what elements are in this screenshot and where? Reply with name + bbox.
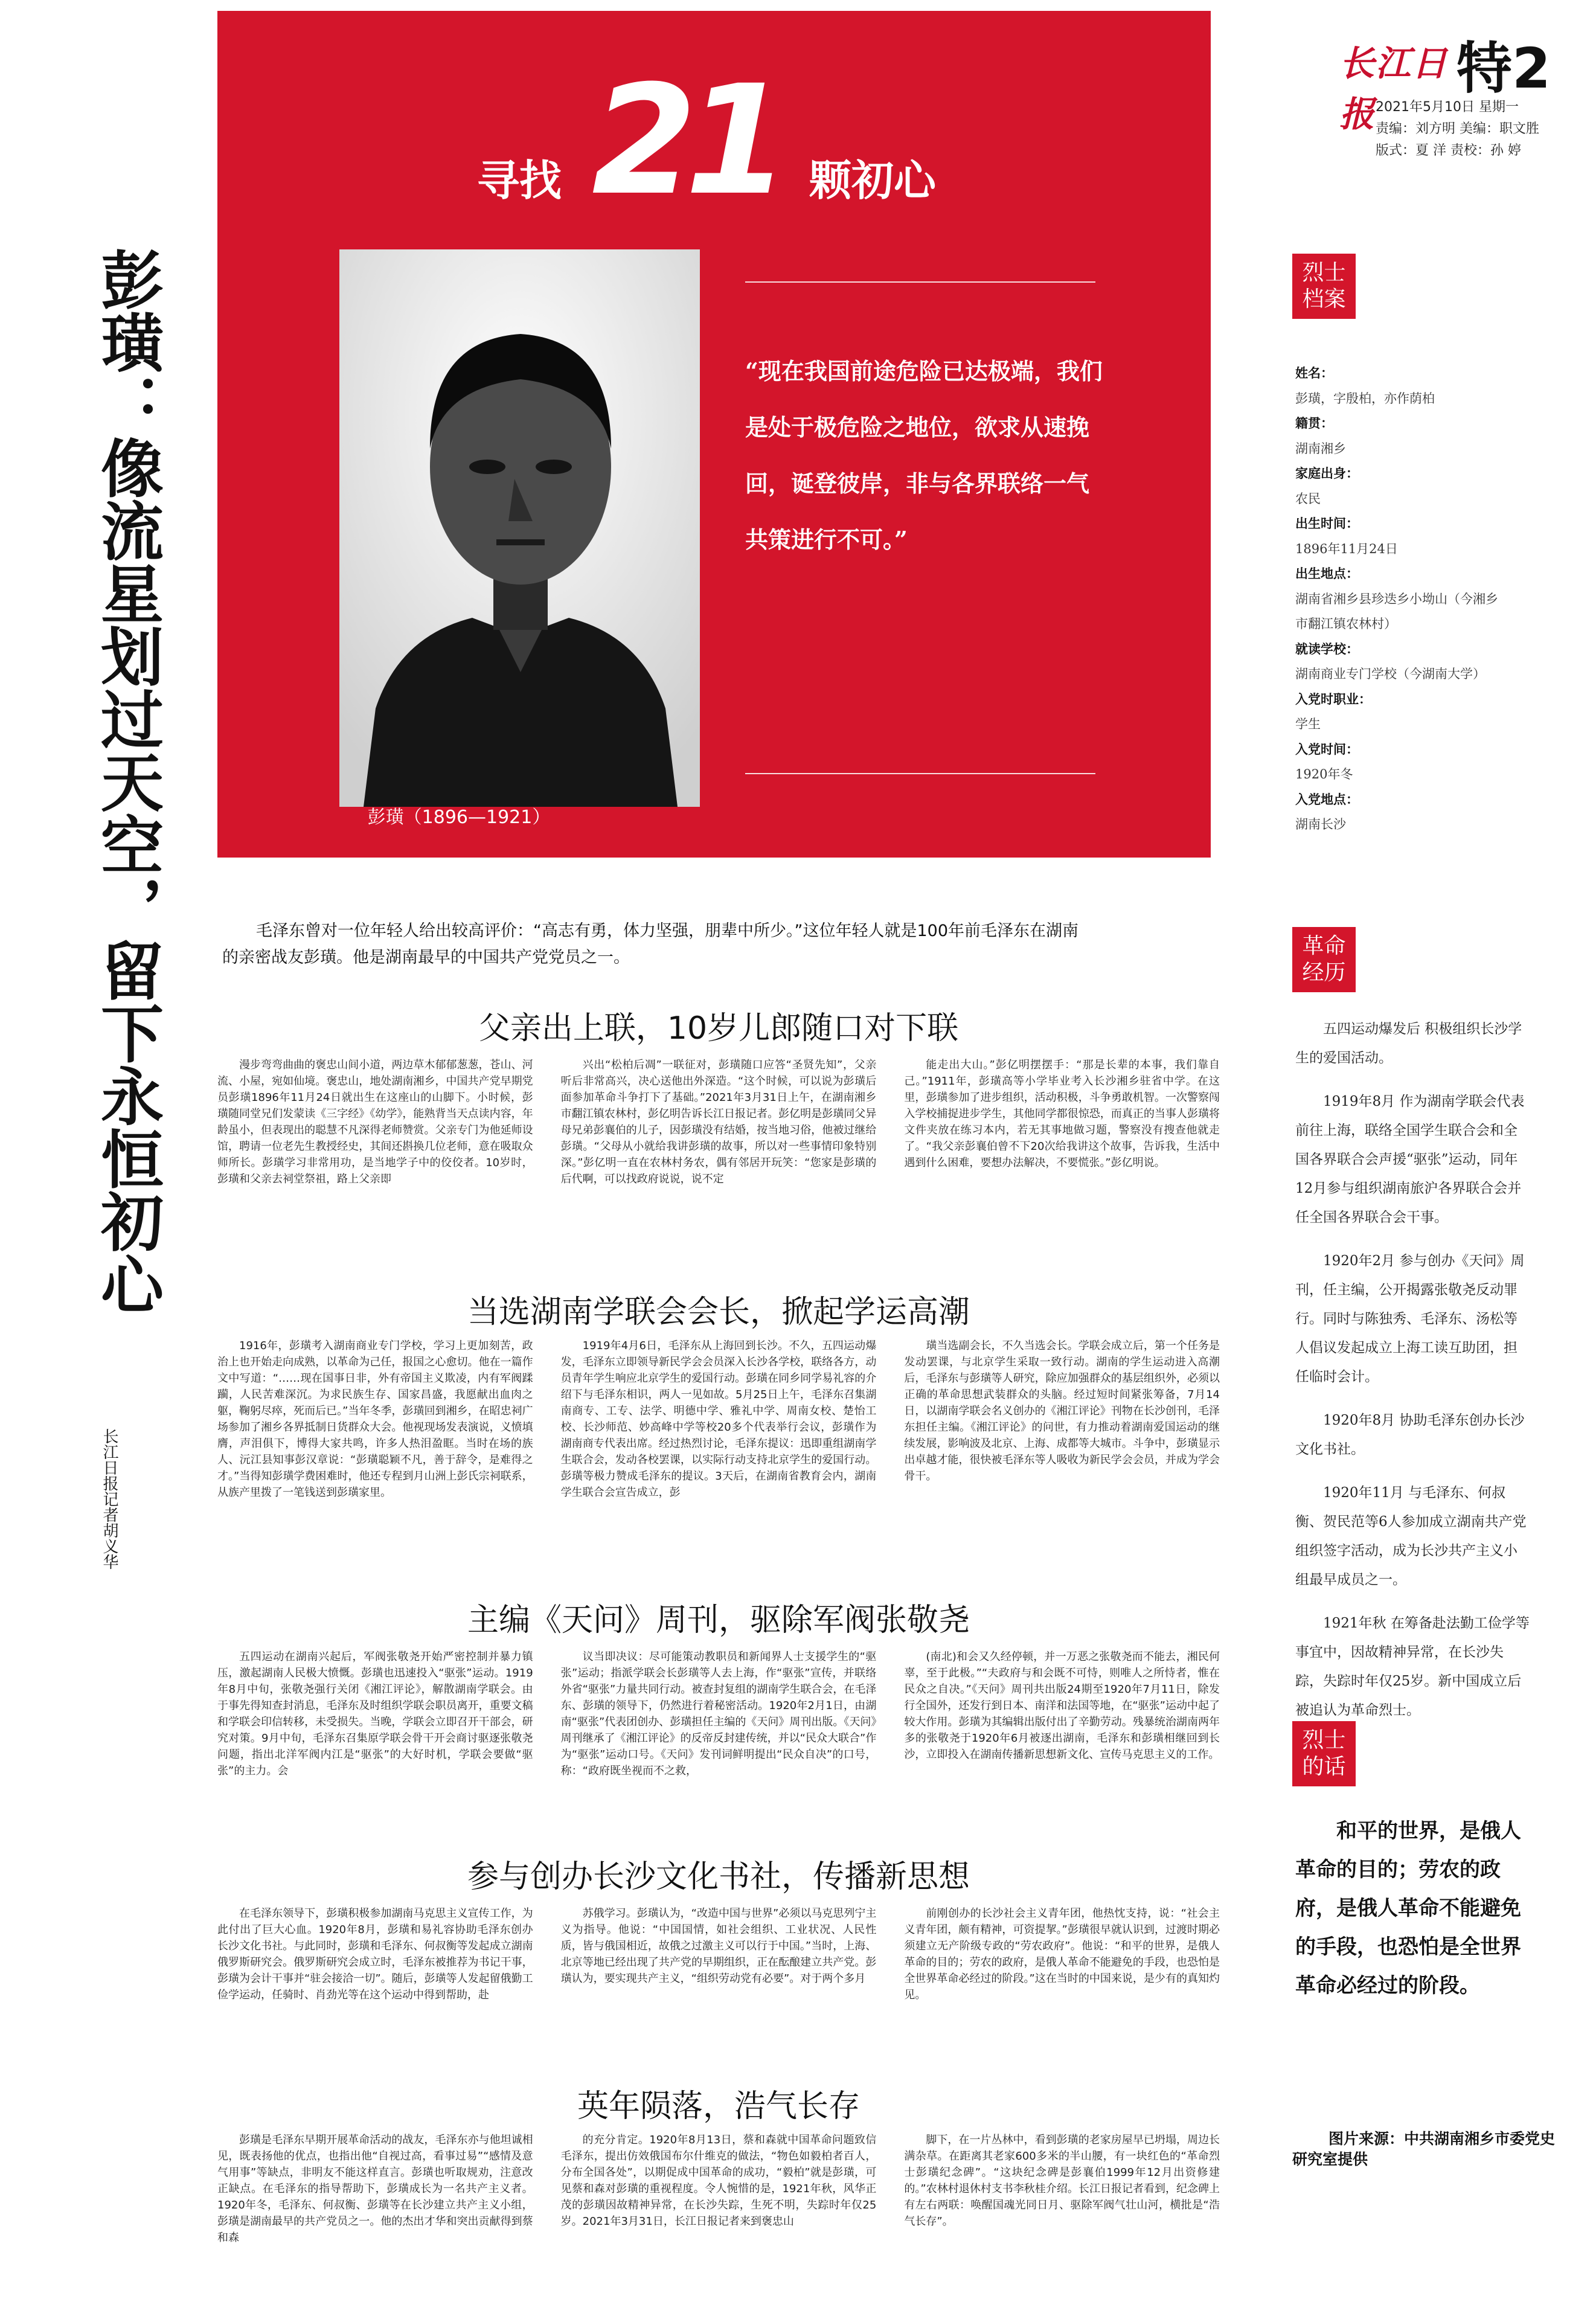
- profile-key: 就读学校：: [1295, 641, 1359, 656]
- profile-value: 湖南省湘乡县珍迭乡小坳山（今湘乡市翻江镇农林村）: [1295, 591, 1498, 631]
- revolution-timeline: [1295, 1015, 1531, 1739]
- profile-value: 湖南长沙: [1295, 817, 1346, 832]
- main-headline: 彭璜：像流星划过天空，留下永恒初心: [90, 248, 164, 1315]
- body-column: 漫步弯弯曲曲的褒忠山间小道，两边草木郁郁葱葱，苍山、河流、小屋，宛如仙境。褒忠山，地处湖南湘乡，中国共产党早期党员彭璜1896年11月24日就出生在这座山的山脚下。小时候，彭璜随同堂兄们发蒙读《三字经》《幼学》，能熟背当天点读内容，年龄虽小，但表现出的聪慧不凡深得老师赞赏。父亲专门为他延师设馆，聘请一位老先生教授经史，其间还斟换几位老师，意在吸取众师所长。彭璜学习非常用功，是当地学子中的佼佼者。10岁时，彭璜和父亲去祠堂祭祖，路上父亲即: [217, 1059, 533, 1185]
- section-title: 英年陨落，浩气长存: [577, 2088, 860, 2125]
- section-body: [217, 2132, 1220, 2307]
- body-column: 1916年，彭璜考入湖南商业专门学校，学习上更加刻苦，政治上也开始走向成熟，以革命为己任，报国之心愈切。他在一篇作文中写道：“……现在国事日非，外有帝国主义欺凌，内有军阀蹂躏，人民苦难深沉。为求民族生存、国家昌盛，我愿献出血肉之躯，鞠躬尽瘁，死而后已。”当年冬季，彭璜回到湘乡，在昭忠祠广场参加了湘乡各界抵制日货群众大会。他视现场发表演说，义愤填膺，声泪俱下，博得大家共鸣，许多人热泪盈眶。当时在场的族人、沅江县知事彭汉章说：“彭璜聪颖不凡，善于辞令，是难得之才。”当得知彭璜学费困难时，他还专程到月山洲上彭氏宗祠联系，从族产里拨了一笔钱送到彭璜家里。: [217, 1339, 533, 1499]
- body-column: 彭璜是毛泽东早期开展革命活动的战友，毛泽东亦与他坦诚相见，既表扬他的优点，也指出他“自视过高，看事过易”“感情及意气用事”等缺点，非明友不能这样直言。彭璜也听取规劝，注意改正缺点。在毛泽东的指导帮助下，彭璜成长为一名共产主义者。1920年冬，毛泽东、何叔衡、彭璜等在长沙建立共产主义小组，彭璜是湖南最早的共产党员之一。他的杰出才华和突出贡献得到蔡和森: [217, 2134, 533, 2244]
- profile-key: 籍贯：: [1295, 416, 1333, 431]
- profile-tag: 烈士档案: [1292, 254, 1356, 319]
- profile-key: 入党时间：: [1295, 742, 1359, 757]
- section-title: 参与创办长沙文化书社，传播新思想: [467, 1859, 970, 1895]
- body-column: 的充分肯定。1920年8月13日，蔡和森就中国革命问题致信毛泽东，提出仿效俄国布尔什维克的做法，“物色如毅柏者百人，分布全国各处”，以期促成中国革命的成功，“毅柏”就是彭璜，可见蔡和森对彭璜的重视程度。令人惋惜的是，1921年秋，风华正茂的彭璜因故精神异常，在长沙失踪，生死不明，失踪时年仅25岁。2021年3月31日，长江日报记者来到褒忠山: [560, 2134, 877, 2228]
- profile-value: 1920年冬: [1295, 767, 1353, 781]
- series-title-number: 21: [592, 53, 778, 228]
- martyr-words: 和平的世界，是俄人革命的目的；劳农的政府，是俄人革命不能避免的手段，也恐怕是全世界革命必经过的阶段。: [1295, 1819, 1521, 1998]
- profile-value: 彭璜，字殷柏，亦作荫柏: [1295, 391, 1435, 406]
- body-column: 五四运动在湖南兴起后，军阀张敬尧开始严密控制并暴力镇压，激起湖南人民极大愤慨。彭璜也迅速投入“驱张”运动。1919年8月中旬，张敬尧强行关闭《湘江评论》，解散湖南学联会。由于事先得知查封消息，毛泽东及时组织学联会职员离开，重要文稿和学联会印信转移，未受损失。当晚，学联会立即召开干部会，研究对策。9月中旬，毛泽东召集原学联会骨干开会商讨驱逐张敬尧问题，指出北洋军阀内江是“驱张”的大好时机，学联会要做“驱张”的主力。会: [217, 1650, 533, 1777]
- profile-value: 农民: [1295, 491, 1321, 506]
- page-number: 特2: [1457, 36, 1551, 101]
- timeline-entry: 1921年秋 在筹备赴法勤工俭学等事宜中，因故精神异常，在长沙失踪，失踪时年仅25岁。新中国成立后被追认为革命烈士。: [1295, 1615, 1530, 1718]
- profile-key: 出生地点：: [1295, 566, 1359, 581]
- intro-paragraph: 毛泽东曾对一位年轻人给出较高评价：“高志有勇，体力坚强，朋辈中所少。”这位年轻人就是100年前毛泽东在湖南的亲密战友彭璜。他是湖南最早的中国共产党党员之一。: [222, 922, 1079, 967]
- profile-value: 学生: [1295, 717, 1321, 731]
- hero-quote: “现在我国前途危险已达极端，我们是处于极危险之地位，欲求从速挽回，诞登彼岸，非与各界联络一气共策进行不可。”: [745, 358, 1103, 553]
- section-title: 父亲出上联，10岁儿郎随口对下联: [478, 1010, 959, 1047]
- portrait-caption: 彭璜（1896—1921）: [367, 807, 551, 828]
- body-column: 能走出大山。”彭亿明摆摆手：“那是长辈的本事，我们靠自己。”1911年，彭璜高等小学毕业考入长沙湘乡驻省中学。在这里，彭璜参加了进步组织，活动积极，斗争勇敢机智。一次警察闯入学校捕捉进步学生，其他同学都很惊恐，而真正的当事人彭璜将文件夹放在练习本内，若无其事地做习题，警察没有搜查他就走了。“我父亲彭襄伯曾不下20次给我讲这个故事，告诉我，生活中遇到什么困难，要想办法解决，不要慌张。”彭亿明说。: [904, 1059, 1220, 1169]
- byline: 长江日报记者胡义华: [100, 1428, 118, 1570]
- words-tag: 烈士的话: [1292, 1721, 1356, 1786]
- body-column: 脚下，在一片丛林中，看到彭璜的老家房屋早已坍塌，周边长满杂草。在距离其老家600多米的半山腰，有一块红色的“革命烈士彭璜纪念碑”。“这块纪念碑是彭襄伯1999年12月出资修建的。”农林村退休村支书李秋桂介绍。长江日报记者看到，纪念碑上有左右两联：唤醒国魂光同日月、驱除军阀气壮山河，横批是“浩气长存”。: [904, 2134, 1220, 2228]
- section-body: [217, 1905, 1220, 2080]
- body-column: 1919年4月6日，毛泽东从上海回到长沙。不久，五四运动爆发，毛泽东立即领导新民学会会员深入长沙各学校，联络各方，动员青年学生响应北京学生的爱国行动。彭璜在同乡同学易礼容的介绍下与毛泽东相识，两人一见如故。5月25日上午，毛泽东召集湖南商专、工专、法学、明德中学、雅礼中学、周南女校、楚怡工校、长沙师范、妙高峰中学等校20多个代表举行会议，彭璜作为湖南商专代表出席。经过热烈讨论，毛泽东提议：迅即重组湖南学生联合会，发动各校罢课，以实际行动支持北京学生的爱国行动。彭璜等极力赞成毛泽东的提议。3天后，在湖南省教育会内，湖南学生联合会宣告成立，彭: [560, 1339, 877, 1499]
- profile-key: 家庭出身：: [1295, 466, 1359, 481]
- newspaper-logo: 长江日报: [1339, 43, 1449, 135]
- body-column: 璜当选副会长，不久当选会长。学联会成立后，第一个任务是发动罢课，与北京学生采取一致行动。湖南的学生运动进入高潮后，毛泽东与彭璜等人研究，除应加强群众的基层组织外，必须以正确的革命思想武装群众的头脑。经过短时间紧张筹备，7月14日，以湖南学联会名义创办的《湘江评论》刊物在长沙创刊，毛泽东担任主编。《湘江评论》的问世，有力推动着湖南爱国运动的继续发展，影响波及北京、上海、成都等大城市。斗争中，彭璜显示出卓越才能，很快被毛泽东等人吸收为新民学会会员，并成为学会骨干。: [904, 1339, 1220, 1483]
- body-column: 兴出“松柏后凋”一联征对，彭璜随口应答“圣贤先知”，父亲听后非常高兴，决心送他出外深造。“这个时候，可以说为彭璜后面参加革命斗争打下了基础。”2021年3月31日上午，在湖南湘乡市翻江镇农林村，彭亿明告诉长江日报记者。彭亿明是彭璜同父异母兄弟彭襄伯的儿子，因彭璜没有结婚，按当地习俗，他被过继给彭璜。“父母从小就给我讲彭璜的故事，所以对一些事情印象特别深。”彭亿明一直在农林村务农，偶有邻居开玩笑：“您家是彭璜的后代啊，可以找政府说说，说不定: [560, 1059, 877, 1185]
- profile-key: 姓名：: [1295, 366, 1333, 380]
- section-body: [217, 1338, 1220, 1573]
- timeline-tag: 革命经历: [1292, 927, 1356, 992]
- timeline-entry: 1920年8月 协助毛泽东创办长沙文化书社。: [1295, 1413, 1525, 1457]
- body-column: (南北)和会又久经停顿，并一万恶之张敬尧而不能去，湘民何辜，至于此极。”“夫政府与和会既不可恃，则唯人之所恃者，惟在民众之自决。”《天问》周刊共出版24期至1920年7月11日，除发行全国外，还发行到日本、南洋和法国等地，在“驱张”运动中起了较大作用。彭璜为其编辑出版付出了辛勤劳动。残暴统治湖南两年多的张敬尧于1920年6月被逐出湖南，毛泽东和彭璜相继回到长沙，立即投入在湖南传播新思想新文化、宣传马克思主义的工作。: [904, 1650, 1220, 1761]
- series-title-suffix: 颗初心: [809, 155, 936, 205]
- portrait-photo: [339, 249, 700, 807]
- body-column: 苏俄学习。彭璜认为，“改造中国与世界”必须以马克思列宁主义为指导。他说：“中国国情，如社会组织、工业状况、人民性质，皆与俄国相近，故俄之过激主义可以行于中国。”当时，上海、北京等地已经出现了共产党的早期组织，正在酝酿建立共产党。彭璜认为，要实现共产主义，“组织劳动党有必要”。对于两个多月: [560, 1907, 877, 1985]
- hero-banner: [217, 11, 1211, 858]
- series-title-prefix: 寻找: [477, 155, 562, 205]
- section-title: 当选湖南学联会会长，掀起学运高潮: [467, 1294, 970, 1330]
- timeline-entry: 1920年2月 参与创办《天问》周刊，任主编，公开揭露张敬尧反动罪行。同时与陈独秀、毛泽东、汤松等人倡议发起成立上海工读互助团，担任临时会计。: [1295, 1253, 1525, 1385]
- section-body: [217, 1649, 1220, 1836]
- series-title: [477, 53, 960, 228]
- section-body: [217, 1057, 1220, 1280]
- layout-credits: 版式：夏 洋 责校：孙 婷: [1376, 143, 1521, 158]
- body-column: 前刚创办的长沙社会主义青年团，他热忱支持，说：“社会主义青年团，颇有精神，可资提挈。”彭璜很早就认识到，过渡时期必须建立无产阶级专政的“劳农政府”。他说：“和平的世界，是俄人革命的目的；劳农的政府，是俄人革命不能避免的手段，也恐怕是全世界革命必经过的阶段。”这在当时的中国来说，是少有的真知灼见。: [904, 1907, 1220, 2001]
- profile-value: 湖南湘乡: [1295, 441, 1346, 456]
- quote-rule-bottom: [745, 773, 1095, 774]
- profile-key: 入党地点：: [1295, 792, 1359, 807]
- editor-credits: 责编：刘方明 美编：职文胜: [1376, 121, 1539, 136]
- section-title: 主编《天问》周刊，驱除军阀张敬尧: [467, 1602, 970, 1638]
- timeline-entry: 1919年8月 作为湖南学联会代表前往上海，联络全国学生联合会和全国各界联合会声援“驱张”运动，同年12月参与组织湖南旅沪各界联合会并任全国各界联合会干事。: [1295, 1094, 1525, 1225]
- profile-value: 湖南商业专门学校（今湖南大学）: [1295, 667, 1485, 681]
- body-column: 议当即决议：尽可能策动教职员和新闻界人士支援学生的“驱张”运动；指派学联会长彭璜等人去上海，作“驱张”宣传，并联络外省“驱张”力量共同行动。被查封复组的湖南学生联合会，在毛泽东、彭璜的领导下，仍然进行着秘密活动。1920年2月1日，由湖南“驱张”代表团创办、彭璜担任主编的《天问》周刊出版。《天问》周刊继承了《湘江评论》的反帝反封建传统，并以“民众大联合”作为“驱张”运动口号。《天问》发刊词鲜明提出“民众自决”的口号，称：“政府既坐视而不之救，: [560, 1650, 877, 1777]
- profile-key: 出生时间：: [1295, 516, 1359, 531]
- profile-key: 入党时职业：: [1295, 691, 1371, 707]
- timeline-entry: 五四运动爆发后 积极组织长沙学生的爱国活动。: [1295, 1021, 1522, 1066]
- timeline-entry: 1920年11月 与毛泽东、何叔衡、贺民范等6人参加成立湖南共产党组织签字活动，成为长沙共产主义小组最早成员之一。: [1295, 1485, 1527, 1588]
- body-column: 在毛泽东领导下，彭璜积极参加湖南马克思主义宣传工作，为此付出了巨大心血。1920年8月，彭璜和易礼容协助毛泽东创办长沙文化书社。与此同时，彭璜和毛泽东、何叔衡等发起成立湖南俄罗斯研究会。俄罗斯研究会成立时，毛泽东被推荐为书记干事，彭璜为会计干事并“驻会接洽一切”。随后，彭璜等人发起留俄勤工俭学运动，任骑时、肖劲光等在这个运动中得到帮助，赴: [217, 1907, 533, 2001]
- martyr-profile: [1295, 361, 1501, 838]
- profile-value: 1896年11月24日: [1295, 541, 1398, 556]
- issue-date: 2021年5月10日 星期一: [1376, 100, 1519, 115]
- photo-credit: 图片来源：中共湖南湘乡市委党史研究室提供: [1292, 2130, 1556, 2168]
- quote-rule-top: [745, 281, 1095, 283]
